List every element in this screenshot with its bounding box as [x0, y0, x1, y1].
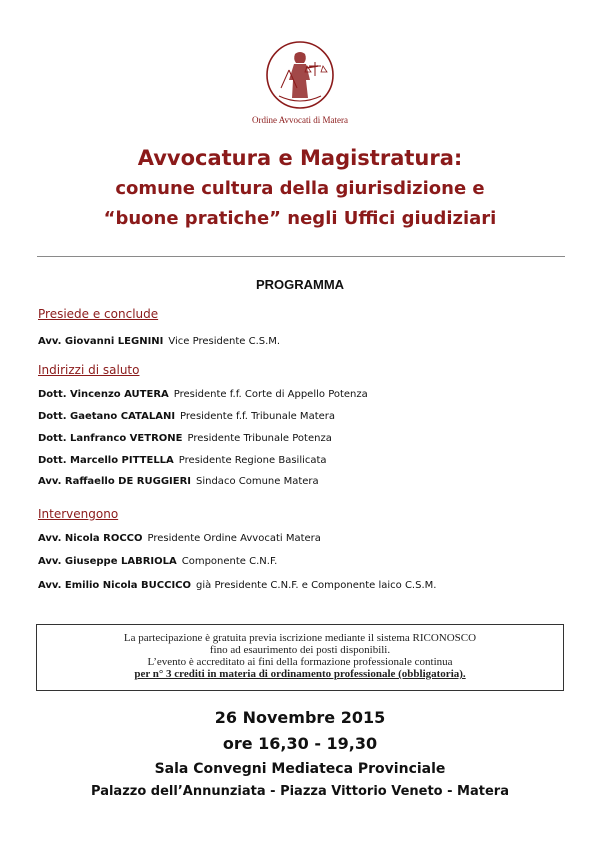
person-role: Presidente Tribunale Potenza — [187, 433, 332, 444]
person-role: Vice Presidente C.S.M. — [168, 336, 281, 347]
person-item — [38, 476, 319, 487]
person-role: Presidente f.f. Corte di Appello Potenza — [173, 389, 368, 400]
person-item — [38, 455, 327, 466]
person-role: Presidente f.f. Tribunale Matera — [180, 411, 336, 422]
person-name: Avv. Nicola ROCCO — [38, 533, 143, 544]
person-role: già Presidente C.N.F. e Componente laico C.S.M. — [196, 580, 437, 591]
person-role: Componente C.N.F. — [181, 556, 278, 567]
person-name: Avv. Giuseppe LABRIOLA — [38, 556, 177, 567]
section-heading-saluto: Indirizzi di saluto — [38, 363, 140, 377]
notice-line-3: L’evento è accreditato ai fini della formazione professionale continua — [147, 656, 453, 668]
person-item — [38, 389, 368, 400]
event-venue: Sala Convegni Mediateca Provinciale — [154, 761, 446, 777]
section-heading-intervengono: Intervengono — [38, 507, 119, 521]
programma-heading: PROGRAMMA — [255, 277, 345, 292]
person-name: Dott. Vincenzo AUTERA — [38, 389, 169, 400]
person-name: Avv. Giovanni LEGNINI — [38, 336, 164, 347]
ordine-avvocati-logo — [265, 40, 335, 110]
person-item — [38, 433, 332, 444]
notice-line-4: per n° 3 crediti in materia di ordinamento professionale (obbligatoria). — [134, 668, 466, 680]
person-item — [38, 336, 280, 347]
person-name: Avv. Emilio Nicola BUCCICO — [38, 580, 192, 591]
section-heading-presiede: Presiede e conclude — [38, 307, 159, 321]
notice-line-1: La partecipazione è gratuita previa iscrizione mediante il sistema RICONOSCO — [123, 632, 477, 644]
person-role: Presidente Ordine Avvocati Matera — [147, 533, 321, 544]
person-name: Dott. Lanfranco VETRONE — [38, 433, 183, 444]
person-name: Avv. Raffaello DE RUGGIERI — [38, 476, 191, 487]
event-date: 26 Novembre 2015 — [214, 708, 386, 727]
title-line-3: “buone pratiche” negli Uffici giudiziari — [103, 208, 497, 229]
person-role: Presidente Regione Basilicata — [178, 455, 327, 466]
notice-line-2: fino ad esaurimento dei posti disponibili. — [209, 644, 391, 656]
title-line-2: comune cultura della giurisdizione e — [115, 178, 485, 199]
person-name: Dott. Gaetano CATALANI — [38, 411, 176, 422]
registration-notice — [36, 624, 564, 691]
divider — [37, 256, 565, 257]
person-name: Dott. Marcello PITTELLA — [38, 455, 174, 466]
person-item — [38, 580, 436, 591]
person-item — [38, 533, 321, 544]
person-role: Sindaco Comune Matera — [196, 476, 319, 487]
org-name: Ordine Avvocati di Matera — [251, 115, 349, 125]
title-line-1: Avvocatura e Magistratura: — [137, 146, 463, 170]
event-address: Palazzo dell’Annunziata - Piazza Vittorio Veneto - Matera — [91, 784, 509, 799]
event-time: ore 16,30 - 19,30 — [222, 734, 378, 753]
person-item — [38, 411, 335, 422]
person-item — [38, 556, 277, 567]
